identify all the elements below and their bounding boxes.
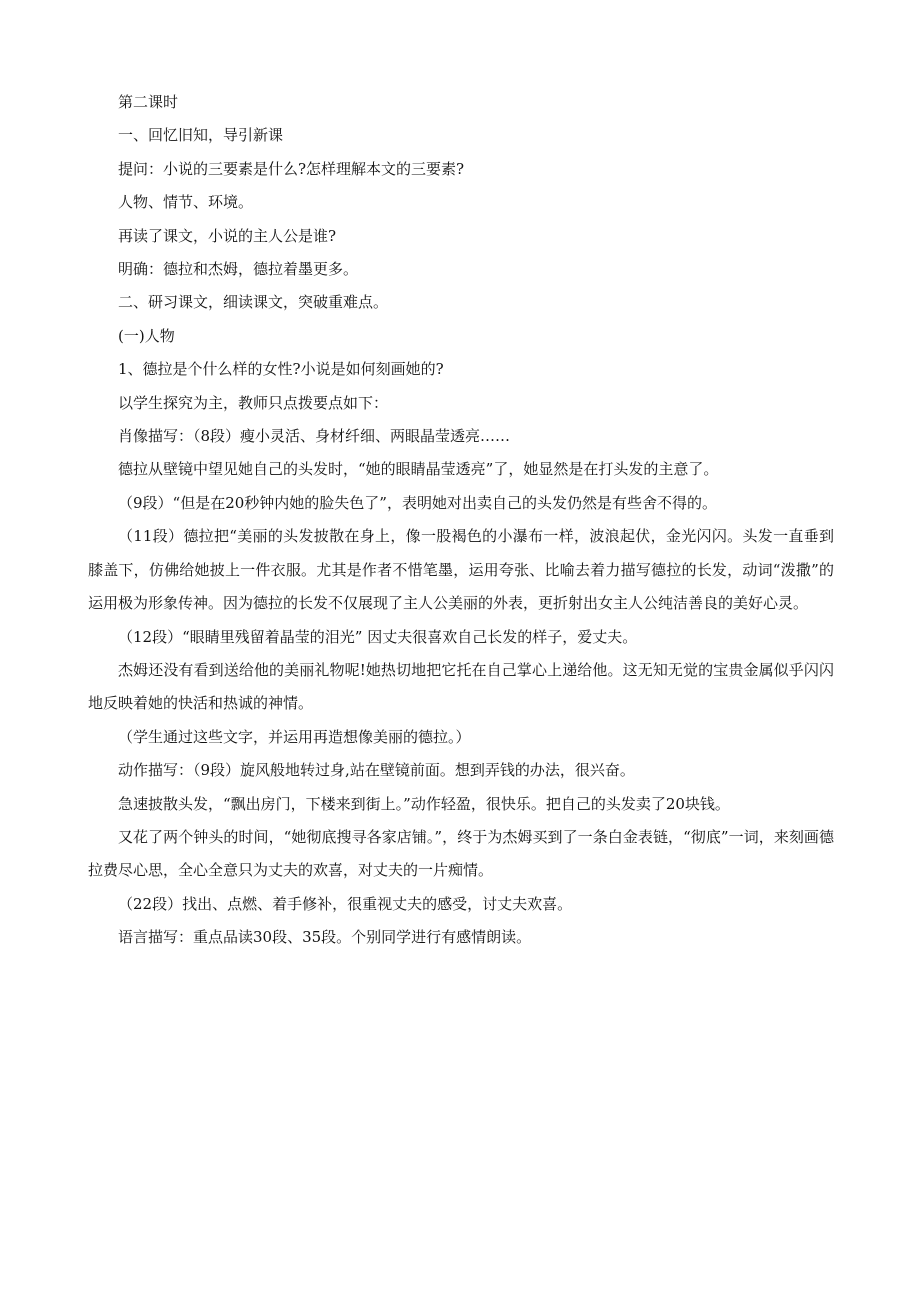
- paragraph-section-12: （12段）“眼睛里残留着晶莹的泪光” 因丈夫很喜欢自己长发的样子，爱丈夫。: [118, 627, 638, 646]
- paragraph-mirror: 德拉从壁镜中望见她自己的头发时，“她的眼睛晶莹透亮”了，她显然是在打头发的主意了。: [118, 460, 719, 479]
- paragraph-gift: 杰姆还没有看到送给他的美丽礼物呢!她热切地把它托在自己掌心上递给他。这无知无觉的宝贵金属似乎闪闪地反映着她的快活和热诚的神情。: [88, 660, 834, 713]
- paragraph-elements: 人物、情节、环境。: [118, 193, 254, 212]
- subsection-heading-characters: (一)人物: [118, 326, 175, 345]
- paragraph-explore: 以学生探究为主，教师只点拨要点如下：: [118, 393, 389, 412]
- paragraph-language: 语言描写：重点品读30段、35段。个别同学进行有感情朗读。: [118, 928, 532, 947]
- section-heading-study: 二、研习课文，细读课文，突破重难点。: [118, 293, 389, 312]
- paragraph-section-11: （11段）德拉把“美丽的头发披散在身上，像一股褐色的小瀑布一样，波浪起伏，金光闪闪。头发一直垂到膝盖下，仿佛给她披上一件衣服。尤其是作者不惜笔墨，运用夸张、比喻去着力描写德拉的长发，动词“泼撒”的运用极为形象传神。因为德拉的长发不仅展现了主人公美丽的外表，更折射出女主人公纯洁善良的美好心灵。: [88, 527, 834, 613]
- section-heading-review: 一、回忆旧知，导引新课: [118, 126, 284, 145]
- paragraph-imagine: （学生通过这些文字，并运用再造想像美丽的德拉。）: [118, 727, 471, 746]
- lesson-title: 第二课时: [118, 93, 179, 111]
- paragraph-hair-sold: 急速披散头发，“飘出房门，下楼来到街上。”动作轻盈，很快乐。把自己的头发卖了20块钱。: [118, 794, 730, 813]
- paragraph-action: 动作描写：（9段）旋风般地转过身,站在壁镜前面。想到弄钱的办法，很兴奋。: [118, 761, 635, 780]
- paragraph-reread: 再读了课文，小说的主人公是谁?: [118, 226, 337, 245]
- paragraph-portrait: 肖像描写：（8段）瘦小灵活、身材纤细、两眼晶莹透亮……: [118, 427, 511, 446]
- paragraph-section-9: （9段）“但是在20秒钟内她的脸失色了”，表明她对出卖自己的头发仍然是有些舍不得的。: [118, 493, 717, 512]
- paragraph-della-question: 1、德拉是个什么样的女性?小说是如何刻画她的?: [118, 360, 444, 379]
- paragraph-clarify: 明确：德拉和杰姆，德拉着墨更多。: [118, 260, 359, 279]
- paragraph-question: 提问：小说的三要素是什么?怎样理解本文的三要素?: [118, 159, 465, 178]
- paragraph-section-22: （22段）找出、点燃、着手修补，很重视丈夫的感受，讨丈夫欢喜。: [118, 894, 573, 913]
- document-body: [88, 86, 834, 955]
- paragraph-chain: 又花了两个钟头的时间，“她彻底搜寻各家店铺。”，终于为杰姆买到了一条白金表链，“彻底”一词，来刻画德拉费尽心思，全心全意只为丈夫的欢喜，对丈夫的一片痴情。: [88, 827, 834, 880]
